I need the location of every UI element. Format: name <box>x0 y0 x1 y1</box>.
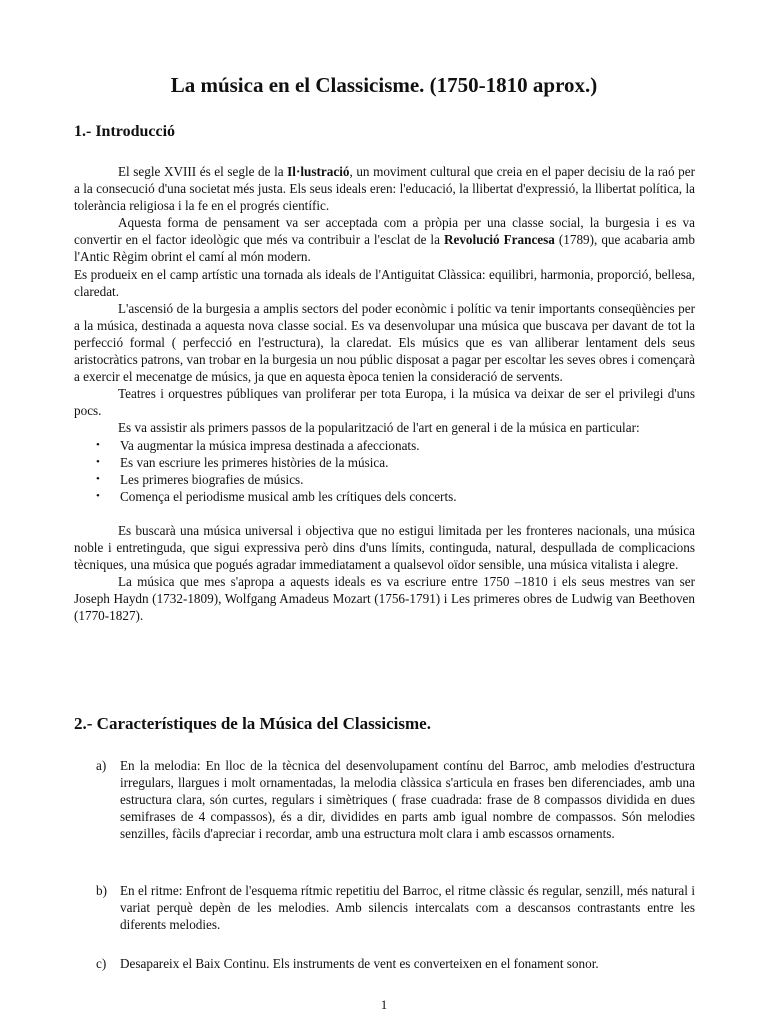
item-text: En el ritme: Enfront de l'esquema rítmic repetitiu del Barroc, el ritme clàssic és regular, senzill, més natural i variat perquè depèn de les melodies. Amb silencis intercalats com a descansos contrastants entre les diferents melodies. <box>120 883 695 933</box>
paragraph-4: L'ascensió de la burgesia a amplis sectors del poder econòmic i polític va tenir importants conseqüències per a la música, destinada a aquesta nova classe social. Es va desenvolupar una música que buscava per davant de tot la perfecció formal ( perfecció en l'estructura), la claredat. Els músics que es van alliberar lentament dels seus aristocràtics patrons, van trobar en la burgesia un nou públic disposat a pagar per escoltar les seves obres i començarà a exercir el mecenatge de músics, ja que en aquesta època tenien la consideració de servents. <box>74 300 695 385</box>
intro-body <box>74 163 695 624</box>
bullet-list <box>74 437 695 505</box>
list-item: • Comença el periodisme musical amb les crítiques dels concerts. <box>74 488 695 505</box>
item-text: En la melodia: En lloc de la tècnica del desenvolupament contínu del Barroc, amb melodies d'estructura irregulars, llargues i molt ornamentadas, la melodia clàssica s'articula en frases ben diferenciades, amb una estructura clara, són curtes, regulars i simètriques ( frase cuadrada: frase de 8 compassos dividida en dues semifrases de 4 compassos), és a dir, dividides en parts amb igual nombre de compassos. Són melodies senzilles, fàcils d'apreciar i recordar, amb una estructura molt clara i amb escassos ornaments. <box>120 758 695 842</box>
page-number: 1 <box>380 997 388 1012</box>
paragraph-7: Es buscarà una música universal i objectiva que no estigui limitada per les fronteres nacionals, una música noble i entretinguda, que sigui expressiva però dins d'uns límits, continguda, natural, despullada de complicacions tècniques, una música que pogués agradar immediatament a qualsevol oïdor sensible, una música vitalista i alegre. <box>74 522 695 573</box>
characteristic-item-c <box>74 955 695 972</box>
paragraph-1-bold: Il·lustració <box>287 164 350 179</box>
item-label: b) <box>96 883 107 898</box>
list-item: • Les primeres biografies de músics. <box>74 471 695 488</box>
list-item: • Es van escriure les primeres històries de la música. <box>74 454 695 471</box>
spacer <box>74 505 695 522</box>
paragraph-8: La música que mes s'apropa a aquests ideals es va escriure entre 1750 –1810 i els seus mestres van ser Joseph Haydn (1732-1809), Wolfgang Amadeus Mozart (1756-1791) i Les primeres obres de Ludwig van Beethoven (1770-1827). <box>74 574 695 624</box>
paragraph-2-bold: Revolució Francesa <box>443 232 555 248</box>
page-title: La música en el Classicisme. (1750-1810 aprox.) <box>170 73 598 97</box>
paragraph-2 <box>74 214 695 265</box>
paragraph-5: Teatres i orquestres públiques van proliferar per tota Europa, i la música va deixar de ser el privilegi d'uns pocs. <box>74 386 695 419</box>
section-heading-introduccio: 1.- Introducció <box>74 123 176 140</box>
paragraph-3: Es produeix en el camp artístic una tornada als ideals de l'Antiguitat Clàssica: equilibri, harmonia, proporció, bellesa, claredat. <box>74 266 695 299</box>
list-item: • Va augmentar la música impresa destinada a afeccionats. <box>74 437 695 454</box>
paragraph-2-text-b: (1789), que acabaria amb l'Antic Règim obrint el camí al món modern. <box>74 232 695 265</box>
item-text: Desapareix el Baix Continu. Els instruments de vent es converteixen en el fonament sonor. <box>120 956 599 971</box>
characteristic-item-b <box>74 882 695 933</box>
paragraph-1 <box>74 163 695 214</box>
characteristic-item-a <box>74 757 695 842</box>
paragraph-1-text-b: , un moviment cultural que creia en el paper decisiu de la raó per a la consecució d'una societat més justa. Els seus ideals eren: l'educació, la llibertat d'expressió, la llibertat política, la tolerància religiosa i la fe en el progrés científic. <box>74 164 696 214</box>
paragraph-6: Es va assistir als primers passos de la popularització de l'art en general i de la música en particular: <box>118 420 640 436</box>
item-label: a) <box>96 758 107 773</box>
paragraph-2-text-a: Aquesta forma de pensament va ser acceptada com a pròpia per una classe social, la burgesia i es va convertir en el factor ideològic que més va contribuir a l'esclat de la <box>74 215 695 248</box>
section-heading-caracteristiques: 2.- Característiques de la Música del Classicisme. <box>74 714 431 733</box>
paragraph-1-text-a: El segle XVIII és el segle de la <box>118 164 288 179</box>
item-label: c) <box>96 956 107 971</box>
